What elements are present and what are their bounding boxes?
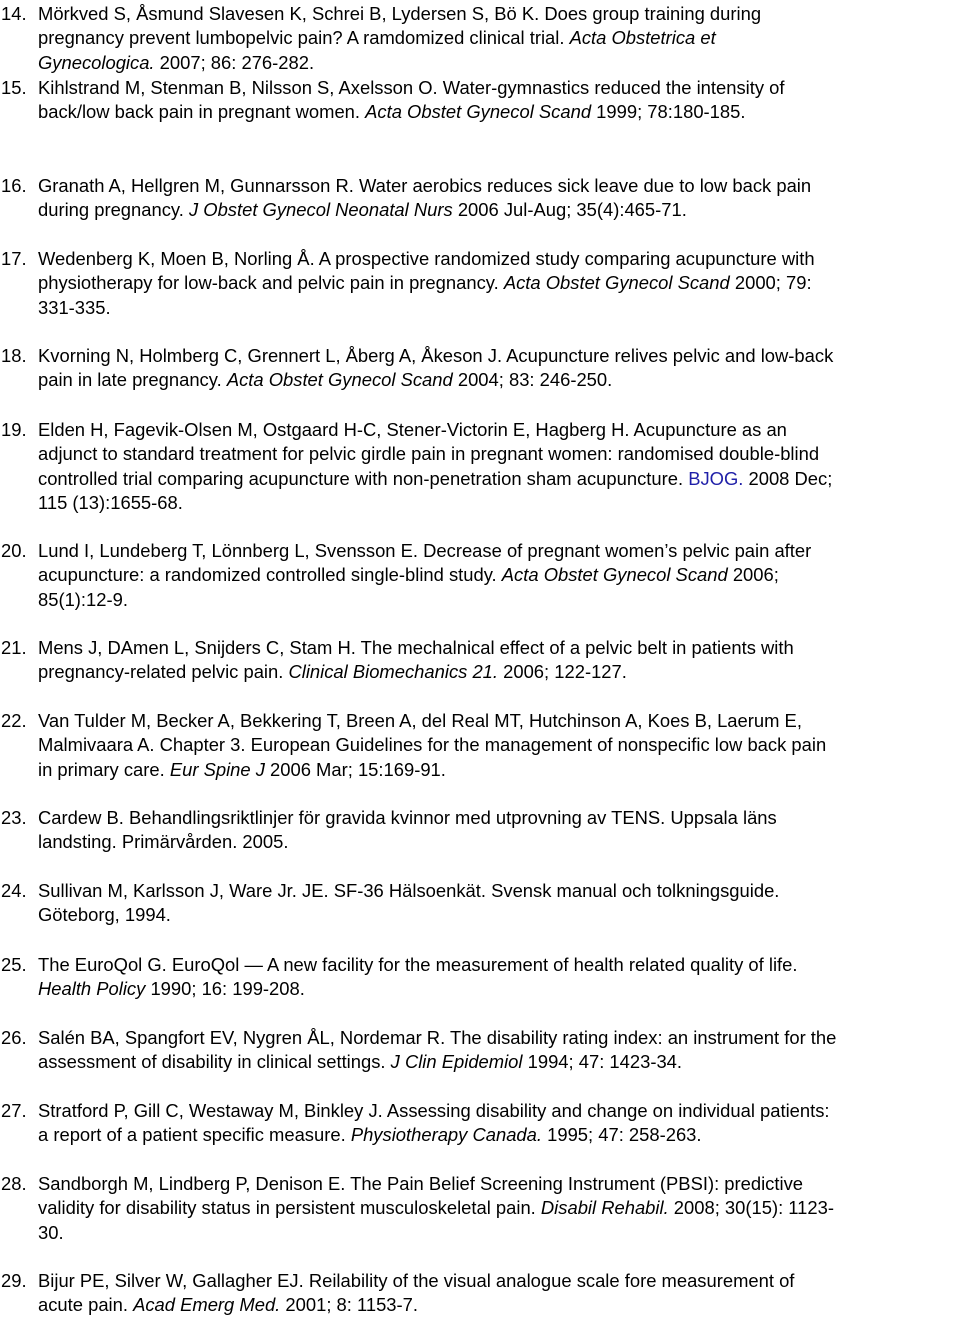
reference-line (38, 1293, 960, 1317)
reference-segment: Salén BA, Spangfort EV, Nygren ÅL, Nordemar R. The disability rating index: an instrument for the (38, 1027, 837, 1048)
reference-text (38, 709, 960, 782)
reference-line (38, 174, 960, 198)
reference-number: 24. (1, 880, 27, 901)
reference-text (38, 879, 960, 928)
journal-title: J Clin Epidemiol (390, 1051, 523, 1073)
reference-segment: 2006 Jul-Aug; 35(4):465-71. (452, 199, 687, 221)
reference-number: 22. (1, 710, 27, 731)
reference-segment: Elden H, Fagevik-Olsen M, Ostgaard H-C, Stener-Victorin E, Hagberg H. Acupuncture as an (38, 419, 787, 440)
reference-text (38, 174, 960, 223)
reference-number: 17. (1, 248, 27, 269)
reference-text (38, 636, 960, 685)
reference-line (38, 733, 960, 757)
reference-line (38, 879, 960, 903)
reference-segment: pregnancy prevent lumbopelvic pain? A ramdomized clinical trial. (38, 27, 570, 49)
reference-number: 21. (1, 637, 27, 658)
reference-text (38, 953, 960, 1002)
reference-line (38, 1099, 960, 1123)
reference-item (0, 1099, 960, 1148)
journal-title: Physiotherapy Canada. (350, 1124, 542, 1146)
reference-segment: 331-335. (38, 296, 111, 318)
reference-segment: 2006; (727, 564, 779, 586)
reference-number: 29. (1, 1270, 27, 1291)
reference-segment: 2006 Mar; 15:169-91. (264, 758, 446, 780)
reference-segment: Granath A, Hellgren M, Gunnarsson R. Water aerobics reduces sick leave due to low back pain (38, 175, 812, 196)
reference-item (0, 636, 960, 685)
journal-title: Acta Obstetrica et (569, 27, 716, 49)
reference-line (38, 418, 960, 442)
reference-text (38, 1099, 960, 1148)
reference-segment: 2007; 86: 276-282. (154, 51, 315, 73)
reference-line (38, 660, 960, 684)
reference-number: 26. (1, 1027, 27, 1048)
reference-line (38, 247, 960, 271)
reference-line (38, 442, 960, 466)
journal-title: Acad Emerg Med. (133, 1294, 281, 1316)
reference-segment: in primary care. (38, 758, 170, 780)
reference-segment: Cardew B. Behandlingsriktlinjer för gravida kvinnor med utprovning av TENS. Uppsala läns (38, 807, 777, 828)
reference-item (0, 1269, 960, 1318)
reference-line (38, 709, 960, 733)
reference-segment: 1999; 78:180-185. (591, 101, 746, 123)
reference-line (38, 636, 960, 660)
reference-segment: Kvorning N, Holmberg C, Grennert L, Åberg A, Åkeson J. Acupuncture relives pelvic and low-back (38, 345, 834, 366)
reference-segment: Mörkved S, Åsmund Slavesen K, Schrei B, Lydersen S, Bö K. Does group training during (38, 3, 762, 24)
reference-segment: physiotherapy for low-back and pelvic pain in pregnancy. (38, 272, 504, 294)
reference-text (38, 1172, 960, 1245)
reference-text (38, 1269, 960, 1318)
reference-segment: 1994; 47: 1423-34. (522, 1051, 683, 1073)
reference-line (38, 344, 960, 368)
reference-item (0, 247, 960, 320)
reference-segment: 1995; 47: 258-263. (542, 1124, 702, 1146)
reference-number: 18. (1, 345, 27, 366)
reference-line (38, 953, 960, 977)
reference-segment: Göteborg, 1994. (38, 904, 171, 926)
reference-line (38, 368, 960, 392)
reference-line (38, 271, 960, 295)
reference-item (0, 709, 960, 782)
reference-line (38, 588, 960, 612)
reference-item (0, 344, 960, 393)
reference-line (38, 26, 960, 50)
reference-segment: 2000; 79: (729, 272, 812, 294)
reference-segment: Stratford P, Gill C, Westaway M, Binkley J. Assessing disability and change on individual patients: (38, 1100, 830, 1121)
journal-link[interactable]: BJOG. (688, 467, 744, 489)
reference-number: 28. (1, 1173, 27, 1194)
reference-line (38, 1026, 960, 1050)
journal-title: Eur Spine J (169, 758, 265, 780)
reference-line (38, 2, 960, 26)
reference-number: 14. (1, 3, 27, 24)
reference-segment: Wedenberg K, Moen B, Norling Å. A prospective randomized study comparing acupuncture with (38, 248, 815, 269)
reference-segment: 2006; 122-127. (498, 661, 627, 683)
reference-line (38, 51, 960, 75)
reference-segment: The EuroQol G. EuroQol — A new facility for the measurement of health related quality of life. (38, 954, 798, 975)
journal-title: Clinical Biomechanics 21. (288, 661, 499, 683)
reference-line (38, 467, 960, 491)
reference-segment: Kihlstrand M, Stenman B, Nilsson S, Axelsson O. Water-gymnastics reduced the intensity of (38, 77, 785, 98)
journal-title: Acta Obstet Gynecol Scand (503, 272, 730, 294)
reference-segment: 30. (38, 1221, 64, 1243)
reference-item (0, 2, 960, 75)
reference-line (38, 1172, 960, 1196)
reference-segment: landsting. Primärvården. 2005. (38, 831, 289, 853)
reference-segment: adjunct to standard treatment for pelvic girdle pain in pregnant women: randomised double-blind (38, 443, 820, 465)
reference-line (38, 76, 960, 100)
reference-segment: 85(1):12-9. (38, 588, 128, 610)
reference-line (38, 1269, 960, 1293)
reference-text (38, 418, 960, 515)
reference-item (0, 953, 960, 1002)
reference-number: 15. (1, 77, 27, 98)
reference-item (0, 174, 960, 223)
reference-segment: Sandborgh M, Lindberg P, Denison E. The Pain Belief Screening Instrument (PBSI): predictive (38, 1173, 803, 1194)
reference-segment: assessment of disability in clinical settings. (38, 1051, 391, 1073)
reference-segment: pregnancy-related pelvic pain. (38, 661, 289, 683)
reference-line (38, 830, 960, 854)
reference-line (38, 100, 960, 124)
reference-line (38, 758, 960, 782)
reference-segment: controlled trial comparing acupuncture with non-penetration sham acupuncture. (38, 467, 689, 489)
reference-line (38, 1050, 960, 1074)
reference-segment: Lund I, Lundeberg T, Lönnberg L, Svensson E. Decrease of pregnant women’s pelvic pain after (38, 540, 812, 561)
journal-title: Gynecologica. (38, 51, 155, 73)
reference-item (0, 418, 960, 515)
reference-line (38, 539, 960, 563)
reference-line (38, 806, 960, 830)
reference-text (38, 344, 960, 393)
reference-item (0, 879, 960, 928)
reference-line (38, 903, 960, 927)
reference-segment: pain in late pregnancy. (38, 369, 227, 391)
reference-number: 23. (1, 807, 27, 828)
reference-segment: back/low back pain in pregnant women. (38, 101, 366, 123)
reference-line (38, 1196, 960, 1220)
journal-title: Health Policy (38, 978, 146, 1000)
reference-number: 20. (1, 540, 27, 561)
reference-line (38, 296, 960, 320)
reference-text (38, 247, 960, 320)
reference-segment: 2001; 8: 1153-7. (280, 1294, 418, 1316)
reference-text (38, 2, 960, 75)
reference-segment: Sullivan M, Karlsson J, Ware Jr. JE. SF-36 Hälsoenkät. Svensk manual och tolkningsguide. (38, 880, 780, 901)
journal-title: Acta Obstet Gynecol Scand (501, 564, 728, 586)
reference-segment: 1990; 16: 199-208. (145, 978, 305, 1000)
reference-segment: acute pain. (38, 1294, 134, 1316)
reference-text (38, 1026, 960, 1075)
reference-segment: Mens J, DAmen L, Snijders C, Stam H. The mechalnical effect of a pelvic belt in patients with (38, 637, 794, 658)
reference-line (38, 977, 960, 1001)
journal-title: Acta Obstet Gynecol Scand (226, 369, 453, 391)
reference-line (38, 563, 960, 587)
journal-title: Disabil Rehabil. (540, 1197, 669, 1219)
reference-segment: 2004; 83: 246-250. (452, 369, 613, 391)
reference-number: 16. (1, 175, 27, 196)
reference-item (0, 1026, 960, 1075)
reference-segment: validity for disability status in persistent musculoskeletal pain. (38, 1197, 541, 1219)
reference-line (38, 198, 960, 222)
reference-segment: Malmivaara A. Chapter 3. European Guidelines for the management of nonspecific low back pain (38, 734, 827, 756)
reference-line (38, 1221, 960, 1245)
reference-number: 27. (1, 1100, 27, 1121)
reference-segment: acupuncture: a randomized controlled single-blind study. (38, 564, 502, 586)
reference-item (0, 76, 960, 125)
reference-segment: 2008; 30(15): 1123- (668, 1197, 834, 1219)
reference-item (0, 1172, 960, 1245)
reference-text (38, 539, 960, 612)
reference-number: 25. (1, 954, 27, 975)
reference-segment: 2008 Dec; (743, 467, 833, 489)
reference-text (38, 76, 960, 125)
reference-segment: a report of a patient specific measure. (38, 1124, 351, 1146)
reference-line (38, 1123, 960, 1147)
journal-title: Acta Obstet Gynecol Scand (365, 101, 592, 123)
reference-item (0, 539, 960, 612)
journal-title: J Obstet Gynecol Neonatal Nurs (188, 199, 453, 221)
reference-segment: Bijur PE, Silver W, Gallagher EJ. Reilability of the visual analogue scale fore measurement of (38, 1270, 795, 1291)
reference-segment: Van Tulder M, Becker A, Bekkering T, Breen A, del Real MT, Hutchinson A, Koes B, Laerum E, (38, 710, 802, 731)
reference-text (38, 806, 960, 855)
reference-item (0, 806, 960, 855)
reference-segment: 115 (13):1655-68. (38, 491, 183, 513)
reference-segment: during pregnancy. (38, 199, 189, 221)
reference-line (38, 491, 960, 515)
reference-number: 19. (1, 419, 27, 440)
